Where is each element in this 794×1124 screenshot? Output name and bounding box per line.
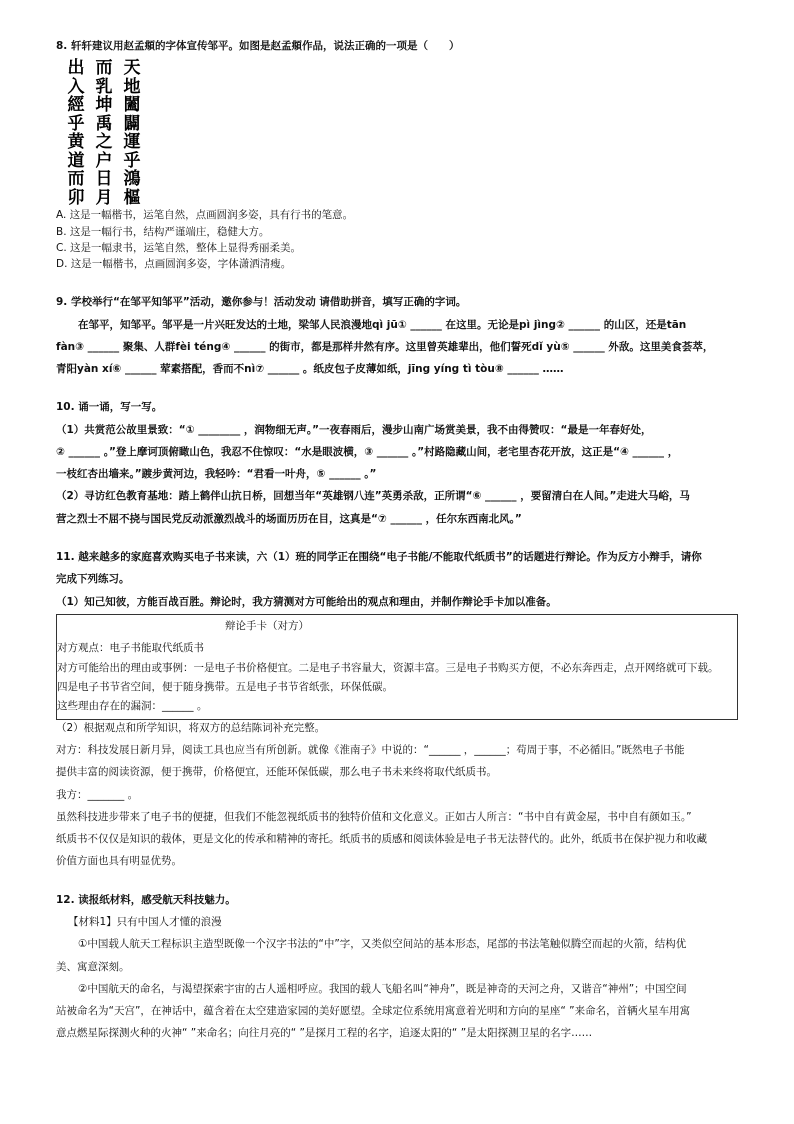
question-11-line: 虽然科技进步带来了电子书的便捷，但我们不能忽视纸质书的独特价值和文化意义。正如古人所言：“书中自有黄金屋，书中自有颜如玉。” <box>56 810 692 823</box>
calligraphy-char: 卯 <box>67 187 85 208</box>
question-11-sub1: （1）知己知彼，方能百战百胜。辩论时，我方猜测对方可能给出的观点和理由，并制作辩论手卡加以准备。 <box>56 595 557 608</box>
question-10-line: ② ______ 。”登上摩诃顶俯瞰山色，我忍不住惊叹：“水是眼波横，③ ______ 。”村路隐藏山间，老宅里杏花开放，这正是“④ ______ ， <box>56 445 679 458</box>
calligraphy-char: 黄 <box>67 132 85 153</box>
question-11-title-cont: 完成下列练习。 <box>56 573 130 586</box>
calligraphy-char: 户 <box>95 150 113 171</box>
option-c: C. 这是一幅隶书，运笔自然，整体上显得秀丽柔美。 <box>56 241 302 254</box>
question-10-title: 10. 诵一诵，写一写。 <box>56 401 163 414</box>
calligraphy-char: 之 <box>95 132 113 153</box>
calligraphy-char: 月 <box>95 187 113 208</box>
debate-card-row: 对方可能给出的理由或事例：一是电子书价格便宜。二是电子书容量大，资源丰富。三是电子书购买方便，不必东奔西走，点开网络就可下载。 <box>57 661 719 674</box>
calligraphy-char: 而 <box>67 169 85 190</box>
question-12-line: ①中国载人航天工程标识主造型既像一个汉字书法的“中”字，又类似空间站的基本形态，尾部的书法笔触似腾空而起的火箭，结构优 <box>78 938 687 951</box>
calligraphy-char: 乎 <box>123 150 141 171</box>
question-8 <box>56 38 740 272</box>
question-11 <box>56 549 740 870</box>
calligraphy-char: 經 <box>67 95 85 116</box>
question-10-line: 一枝红杏出墙来。”踱步黄河边，我轻吟：“君看一叶舟，⑤ ______ 。” <box>56 468 377 481</box>
calligraphy-char: 而 <box>95 58 113 79</box>
debate-card-row: 对方观点：电子书能取代纸质书 <box>57 642 204 655</box>
debate-card-row: 这些理由存在的漏洞：______ 。 <box>57 700 208 713</box>
calligraphy-char: 坤 <box>95 95 113 116</box>
calligraphy-image <box>58 59 146 207</box>
debate-card <box>56 614 738 720</box>
calligraphy-char: 闢 <box>123 113 141 134</box>
question-10 <box>56 399 740 527</box>
question-12 <box>56 892 740 1042</box>
question-9-line: 在邹平，知邹平。邹平是一片兴旺发达的土地，梁邹人民浪漫地qì jū① ______ 在这里。无论是pì jìng② ______ 的山区，还是tān <box>78 318 687 331</box>
question-11-sub2: （2）根据观点和所学知识，将双方的总结陈词补充完整。 <box>56 721 326 734</box>
question-11-title: 11. 越来越多的家庭喜欢购买电子书来读，六（1）班的同学正在围绕“电子书能/不能取代纸质书”的话题进行辩论。作为反方小辩手，请你 <box>56 550 702 563</box>
calligraphy-char: 闔 <box>123 95 141 116</box>
question-11-line: 我方：_______ 。 <box>56 788 139 801</box>
calligraphy-char: 入 <box>67 76 85 97</box>
calligraphy-char: 地 <box>123 76 141 97</box>
question-12-line: 站被命名为“天宫”，在神话中，蕴含着在太空建造家园的美好愿望。全球定位系统用寓意着光明和方向的星座“ ”来命名，首辆火星车用寓 <box>56 1005 691 1018</box>
question-11-line: 提供丰富的阅读资源，便于携带，价格便宜，还能环保低碳，那么电子书未来终将取代纸质书。 <box>56 766 497 779</box>
material-1-title: 【材料1】只有中国人才懂的浪漫 <box>68 916 222 929</box>
calligraphy-char: 出 <box>67 58 85 79</box>
exam-page <box>56 38 740 1042</box>
calligraphy-char: 樞 <box>123 187 141 208</box>
calligraphy-char: 道 <box>67 150 85 171</box>
calligraphy-char: 禹 <box>95 113 113 134</box>
calligraphy-char: 天 <box>123 58 141 79</box>
debate-card-title: 辩论手卡（对方） <box>225 619 309 632</box>
question-9-line: 青阳yàn xí⑥ ______ 荤素搭配，香而不nì⑦ ______ 。纸皮包子皮薄如纸，jīng yíng tì tòu⑧ ______ …… <box>56 363 564 376</box>
question-12-line: 美、寓意深刻。 <box>56 960 130 973</box>
question-11-line: 价值方面也具有明显优势。 <box>56 855 182 868</box>
question-11-line: 纸质书不仅仅是知识的载体，更是文化的传承和精神的寄托。纸质书的质感和阅读体验是电子书无法替代的。此外，纸质书在保护视力和收藏 <box>56 833 707 846</box>
option-d: D. 这是一幅楷书，点画圆润多姿，字体潇洒清瘦。 <box>56 258 292 271</box>
calligraphy-char: 乎 <box>67 113 85 134</box>
question-9-title: 9. 学校举行“在邹平知邹平”活动，邀你参与！活动发动 请借助拼音，填写正确的字词。 <box>56 296 467 309</box>
question-12-title: 12. 读报纸材料，感受航天科技魅力。 <box>56 893 236 906</box>
calligraphy-char: 運 <box>123 132 141 153</box>
question-10-line: 营之烈士不屈不挠与国民党反动派激烈战斗的场面历历在目，这真是“⑦ ______ ，任尔东西南北风。” <box>56 512 522 525</box>
question-9 <box>56 294 740 377</box>
debate-card-row: 四是电子书节省空间，便于随身携带。五是电子书节省纸张，环保低碳。 <box>57 681 393 694</box>
question-10-line: （1）共赏范公故里景致：“① ________ ，润物细无声。”一夜春雨后，漫步山南广场赏美景，我不由得赞叹：“最是一年春好处， <box>56 423 652 436</box>
question-8-title: 8. 轩轩建议用赵孟頫的字体宣传邹平。如图是赵孟頫作品，说法正确的一项是（ ） <box>56 40 460 52</box>
option-b: B. 这是一幅行书，结构严谨端庄，稳健大方。 <box>56 225 270 238</box>
question-12-line: ②中国航天的命名，与渴望探索宇宙的古人遥相呼应。我国的载人飞船名叫“神舟”，既是神奇的天河之舟，又谐音“神州”；中国空间 <box>78 982 687 995</box>
calligraphy-char: 鴻 <box>123 169 141 190</box>
option-a: A. 这是一幅楷书，运笔自然，点画圆润多姿，具有行书的笔意。 <box>56 209 354 222</box>
calligraphy-char: 日 <box>95 169 113 190</box>
question-9-line: fàn③ ______ 聚集、人群fèi téng④ ______ 的街市，都是那样井然有序。这里曾英雄辈出，他们誓死dǐ yù⑤ ______ 外敌。这里美食荟萃， <box>56 340 714 353</box>
calligraphy-char: 乳 <box>95 76 113 97</box>
question-10-line: （2）寻访红色教育基地：踏上鹤伴山抗日桥，回想当年“英雄钢八连”英勇杀敌，正所谓“⑥ ______ ，要留清白在人间。”走进大马峪，马 <box>56 490 690 503</box>
question-12-line: 意点燃星际探测火种的火神“ ”来命名；向往月亮的“ ”是探月工程的名字，追逐太阳的“ ”是太阳探测卫星的名字…… <box>56 1027 593 1040</box>
question-11-line: 对方：科技发展日新月异，阅读工具也应当有所创新。就像《淮南子》中说的：“______ ，______；苟周于事，不必循旧。”既然电子书能 <box>56 744 685 757</box>
